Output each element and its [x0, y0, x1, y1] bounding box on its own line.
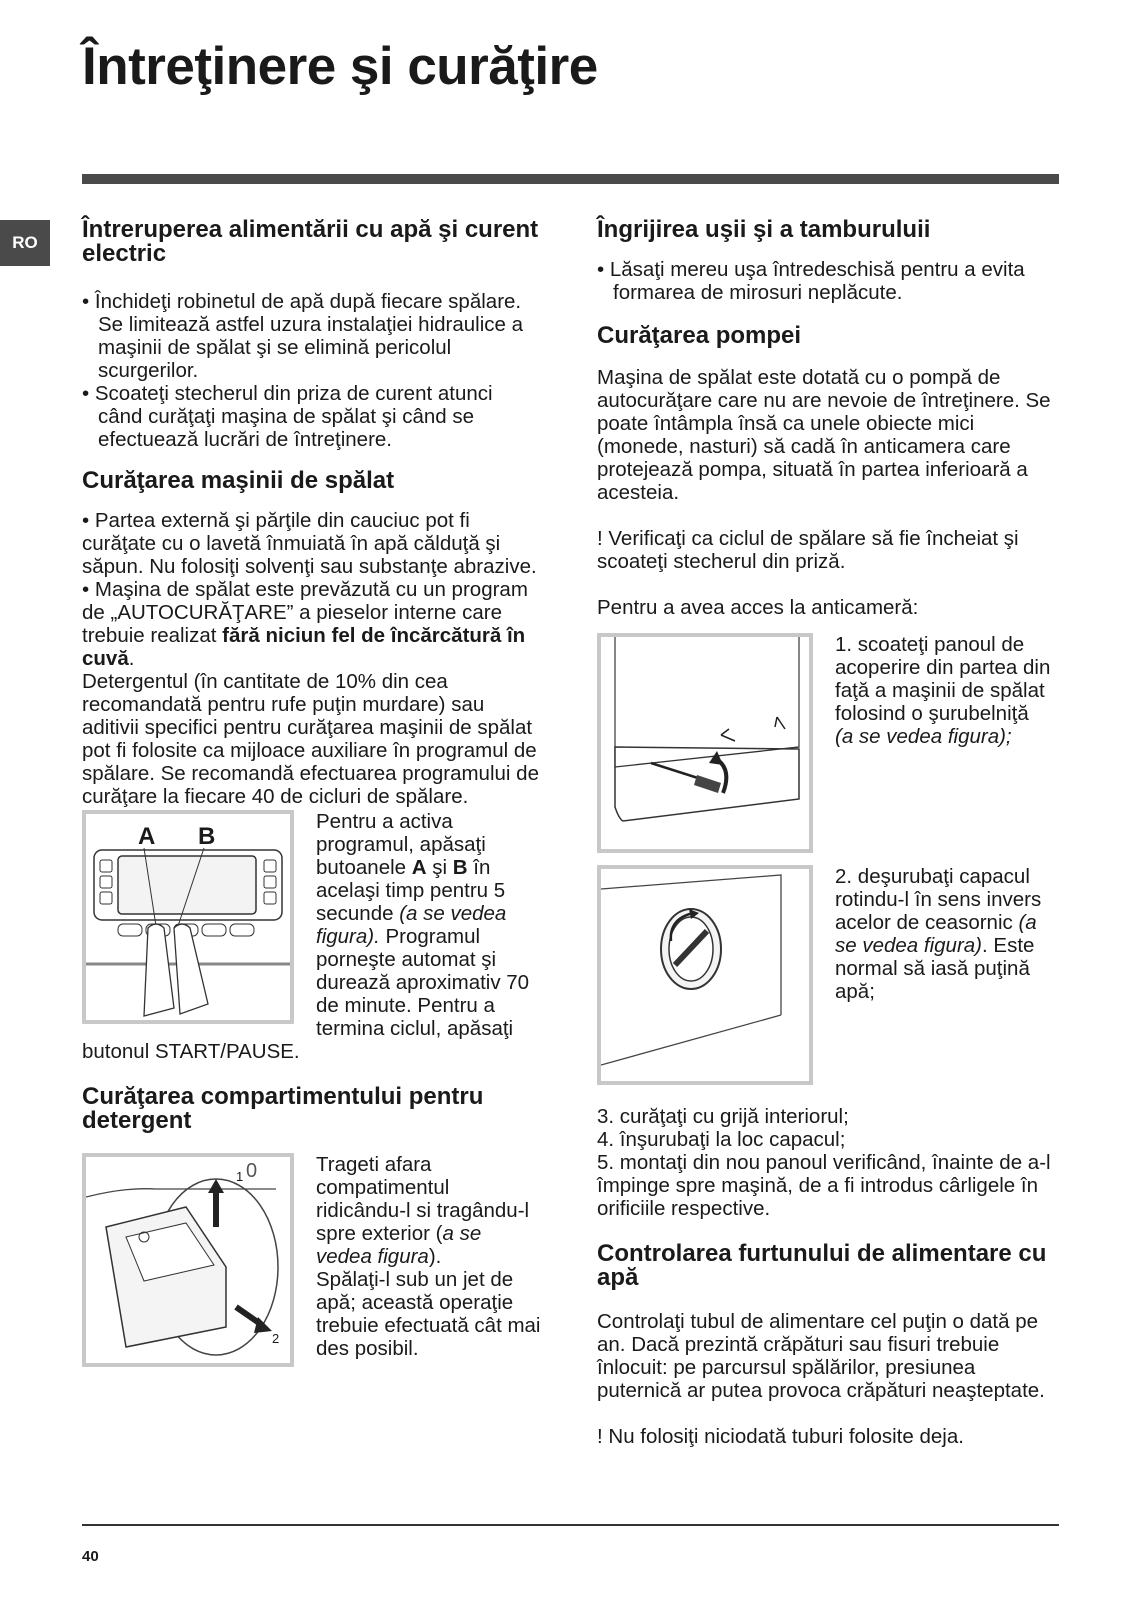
page-number: 40 [82, 1548, 99, 1565]
text-see-figure: (a se vedea figura). [316, 902, 507, 948]
text-and: şi [426, 856, 453, 879]
figure-unscrew-cap [597, 865, 813, 1085]
text-selfclean-b: . [128, 647, 135, 670]
figure3-step-1: 1 [236, 1169, 244, 1184]
language-tab: RO [0, 220, 50, 266]
section-heading-power-water: Întreruperea alimentării cu apă şi curent electric [82, 216, 539, 267]
step-2-italic: (a se vedea figura) [835, 911, 1037, 957]
paragraph-selfclean-program [82, 578, 542, 670]
figure-detergent-drawer [82, 1153, 294, 1367]
text-activate-c: Programul porneşte automat şi durează aproximativ 70 de minute. Pentru a termina ciclul, apăsaţi butonul START/PAUSE. [82, 925, 530, 1063]
step-1-text: 1. scoateţi panoul de acoperire din partea din faţă a maşinii de spălat folosind o şurubelniţă [835, 633, 1051, 725]
section-heading-detergent-drawer: Curăţarea compartimentului pentru detergent [82, 1083, 484, 1134]
section-heading-door-drum: Îngrijirea uşii şi a tamburuluii [597, 216, 931, 243]
figure-remove-panel [597, 633, 813, 853]
text-pull-b: ). [428, 1245, 442, 1268]
paragraph-hose-warning: ! Nu folosiţi niciodată tuburi folosite deja. [597, 1425, 964, 1448]
figure3-step-2: 2 [272, 1331, 280, 1346]
paragraph-pump: Maşina de spălat este dotată cu o pompă de autocurăţare care nu are nevoie de întreţinere. Se poate întâmpla însă ca unele obiecte mici (monede, nasturi) să cadă în anticamera care protejează pompa, situată în partea inferioară a acesteia. [597, 366, 1051, 504]
control-panel-illustration [86, 814, 290, 1020]
step2-block [597, 865, 1062, 1085]
selfclean-block [82, 810, 542, 1063]
step-1-italic: (a se vedea figura); [835, 725, 1012, 748]
step-4-text: 4. înşurubaţi la loc capacul; [597, 1128, 846, 1151]
step-5-text: 5. montaţi din nou panoul verificând, înainte de a-l împinge spre maşină, de a fi introdus cârligele în orificiile respective. [597, 1151, 1051, 1220]
paragraph-pump-warning: ! Verificaţi ca ciclul de spălare să fie încheiat şi scoateţi stecherul din priză. [597, 527, 1019, 573]
paragraph-wash-drawer: Spălaţi-l sub un jet de apă; această operaţie trebuie efectuată cât mai des posibil. [316, 1268, 541, 1360]
paragraph-external-parts: • Partea externă şi părţile din cauciuc pot fi curăţate cu o lavetă înmuiată în apă călduţă şi săpun. Nu folosiţi solvenţi sau substanţe abrazive. [82, 509, 537, 578]
unscrew-cap-illustration [601, 869, 809, 1081]
section-heading-clean-machine: Curăţarea maşinii de spălat [82, 467, 395, 494]
page-title: Întreţinere şi curăţire [82, 37, 598, 96]
text-activate-b: în acelaşi timp pentru 5 secunde [316, 856, 506, 925]
left-column [82, 218, 542, 1367]
text-pull-see-figure: a se vedea figura [316, 1222, 482, 1268]
step-2-a: 2. deşurubaţi capacul rotindu-l în sens invers acelor de ceasornic [835, 865, 1042, 934]
detergent-drawer-illustration [86, 1157, 290, 1363]
step-2-b: . Este normal să iasă puţină apă; [835, 934, 1035, 1003]
step1-block [597, 633, 1062, 853]
svg-text:0: 0 [246, 1160, 258, 1182]
figure-label-b: B [198, 823, 216, 850]
drawer-block [82, 1153, 542, 1367]
text-pull-a: Trageti afara compatimentul ridicându-l si tragându-l spre exterior ( [316, 1153, 530, 1245]
bullet-unplug: • Scoateţi stecherul din priza de curent atunci când curăţaţi maşina de spălat şi când se efectuează lucrări de întreţinere. [82, 382, 542, 451]
paragraph-access: Pentru a avea acces la anticameră: [597, 596, 919, 619]
bullet-door-ajar: • Lăsaţi mereu uşa întredeschisă pentru a evita formarea de mirosuri neplăcute. [597, 258, 1062, 304]
text-button-a: A [411, 856, 427, 879]
right-column [597, 218, 1062, 1448]
section-heading-pump: Curăţarea pompei [597, 322, 802, 349]
paragraph-hose: Controlaţi tubul de alimentare cel puţin o dată pe an. Dacă prezintă crăpături sau fisuri trebuie înlocuit: pe parcursul spălărilor, presiunea puternică ar putea provoca crăpături neaşteptate. [597, 1310, 1045, 1402]
figure-label-a: A [138, 823, 156, 850]
top-divider-bar [82, 174, 1059, 184]
remove-panel-illustration [601, 637, 809, 849]
step-3-text: 3. curăţaţi cu grijă interiorul; [597, 1105, 849, 1128]
text-activate-a: Pentru a activa programul, apăsaţi butoanele [316, 810, 486, 879]
figure-control-panel-buttons [82, 810, 294, 1024]
paragraph-detergent: Detergentul (în cantitate de 10% din cea recomandată pentru rufe puţin murdare) sau aditivii specifici pentru curăţarea maşinii de spălat pot fi folosite ca mijloace auxiliare în programul de spălare. Se recomandă efectuarea programului de curăţare la fiecare 40 de cicluri de spălare. [82, 670, 539, 808]
section-heading-hose: Controlarea furtunului de alimentare cu apă [597, 1240, 1047, 1291]
bottom-divider [82, 1524, 1059, 1526]
text-button-b: B [452, 856, 468, 879]
bullet-close-tap: • Închideţi robinetul de apă după fiecare spălare. Se limitează astfel uzura instalaţiei hidraulice a maşinii de spălat şi se elimină pericolul scurgerilor. [82, 290, 542, 382]
text-selfclean-a: • Maşina de spălat este prevăzută cu un program de „AUTOCURĂŢARE” a pieselor interne care trebuie realizat [82, 578, 528, 647]
text-selfclean-bold: fără niciun fel de încărcătură în cuvă [82, 624, 526, 670]
